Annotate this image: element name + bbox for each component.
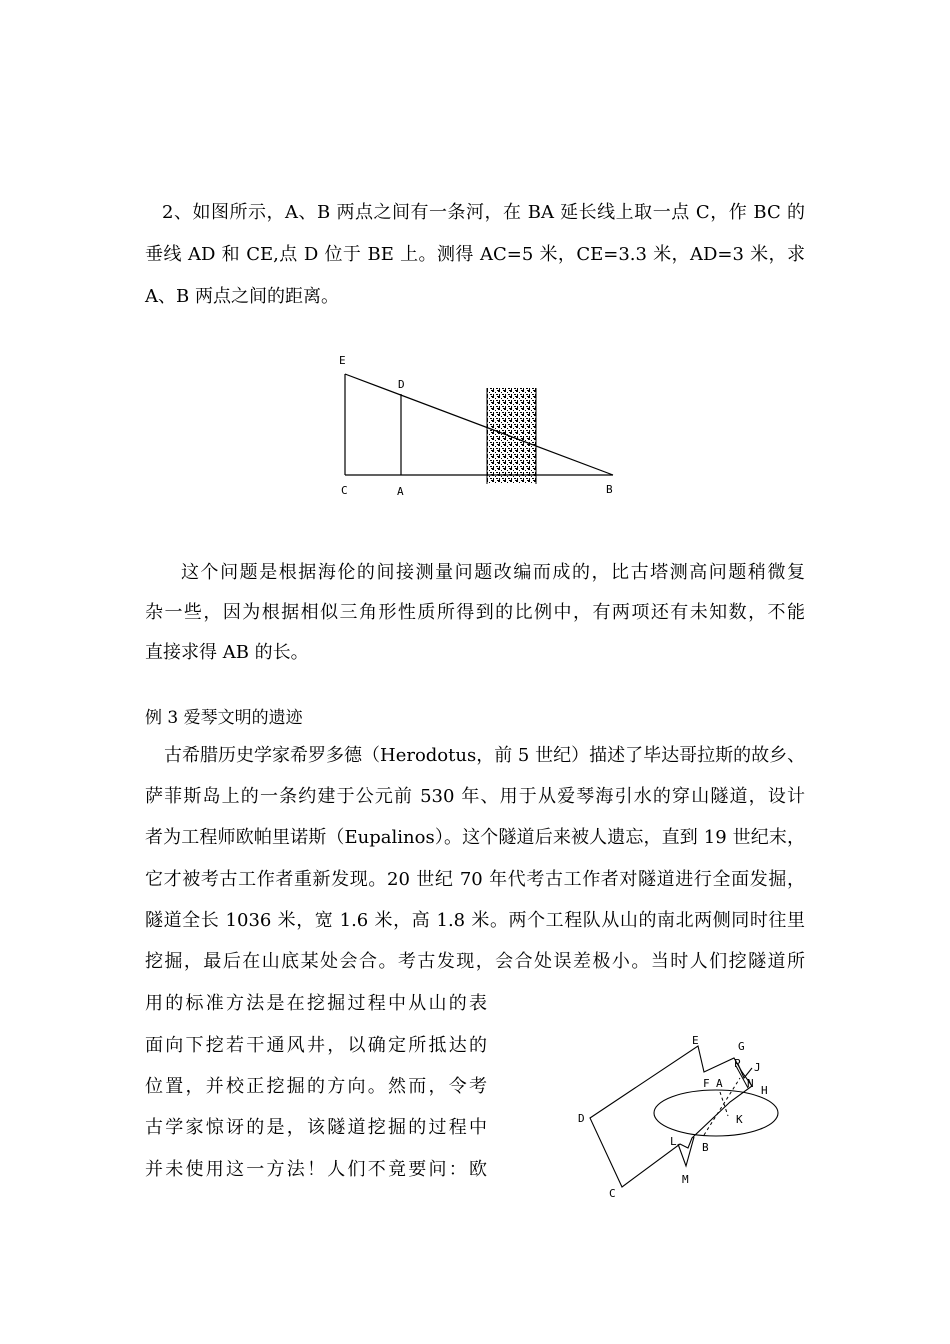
label-c: C	[341, 484, 348, 497]
triangle-m	[678, 1137, 694, 1166]
label-k: K	[736, 1113, 743, 1126]
commentary-line-2: 杂一些，因为根据相似三角形性质所得到的比例中，有两项还有未知数，不能	[145, 602, 805, 623]
label-f: F	[703, 1077, 710, 1090]
segment-eb	[345, 374, 613, 475]
commentary-line-3: 直接求得 AB 的长。	[145, 642, 309, 663]
example-line-2: 萨菲斯岛上的一条约建于公元前 530 年、用于从爱琴海引水的穿山隧道，设计	[145, 786, 805, 807]
problem-line-3: A、B 两点之间的距离。	[145, 286, 339, 307]
label-c: C	[609, 1187, 616, 1200]
problem-line-2: 垂线 AD 和 CE,点 D 位于 BE 上。测得 AC=5 米，CE=3.3 米，AD=3 米，求	[145, 244, 805, 265]
example-narrow-line-2: 面向下挖若干通风井，以确定所抵达的	[145, 1035, 487, 1056]
example-line-1: 古希腊历史学家希罗多德（Herodotus，前 5 世纪）描述了毕达哥拉斯的故乡、	[164, 745, 806, 766]
example-narrow-line-4: 古学家惊讶的是，该隧道挖掘的过程中	[145, 1117, 487, 1138]
example-narrow-line-3: 位置，并校正挖掘的方向。然而，令考	[145, 1076, 487, 1097]
river-measurement-figure	[330, 348, 625, 503]
label-a: A	[716, 1077, 723, 1090]
example-line-3: 者为工程师欧帕里诺斯（Eupalinos）。这个隧道后来被人遗忘，直到 19 世纪末，	[145, 827, 805, 848]
example-narrow-line-5: 并未使用这一方法！人们不竟要问：欧	[145, 1159, 487, 1180]
label-g: G	[738, 1040, 745, 1053]
label-b: B	[606, 483, 613, 496]
label-e: E	[692, 1034, 699, 1047]
label-l: L	[670, 1135, 677, 1148]
label-n: N	[747, 1077, 754, 1090]
label-d: D	[578, 1112, 585, 1125]
label-m: M	[682, 1173, 689, 1186]
label-p: P	[734, 1057, 741, 1070]
line-ak-dashed	[720, 1092, 728, 1116]
tunnel-outline	[590, 1046, 752, 1187]
label-d: D	[398, 378, 405, 391]
example-line-5: 隧道全长 1036 米，宽 1.6 米，高 1.8 米。两个工程队从山的南北两侧同时往里	[145, 910, 805, 931]
mountain-ellipse	[654, 1090, 778, 1136]
example-line-4: 它才被考古工作者重新发现。20 世纪 70 年代考古工作者对隧道进行全面发掘，	[145, 869, 805, 890]
tunnel-figure	[570, 1030, 790, 1205]
label-h: H	[761, 1084, 768, 1097]
label-e: E	[339, 354, 346, 367]
commentary-line-1: 这个问题是根据海伦的间接测量问题改编而成的，比古塔测高问题稍微复	[181, 562, 805, 583]
river-region	[487, 388, 536, 484]
label-b: B	[702, 1141, 709, 1154]
problem-line-1: 2、如图所示，A、B 两点之间有一条河，在 BA 延长线上取一点 C，作 BC 的	[162, 202, 805, 223]
example-heading: 例 3 爱琴文明的遗迹	[145, 708, 303, 728]
label-a: A	[397, 485, 404, 498]
label-j: J	[754, 1061, 761, 1074]
example-line-6: 挖掘，最后在山底某处会合。考古发现，会合处误差极小。当时人们挖隧道所	[145, 951, 805, 972]
example-narrow-line-1: 用的标准方法是在挖掘过程中从山的表	[145, 993, 487, 1014]
